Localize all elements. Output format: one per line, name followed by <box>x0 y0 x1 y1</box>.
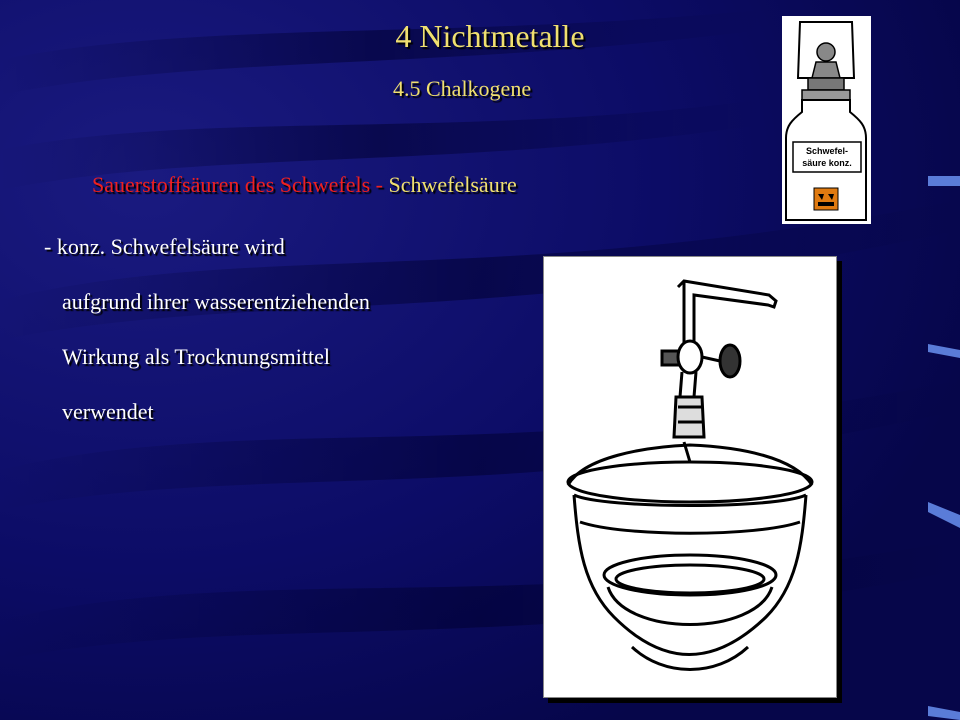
heading-part-yellow: Schwefelsäure <box>388 172 517 197</box>
heading-part-red: Sauerstoffsäuren des Schwefels - <box>92 172 389 197</box>
bottle-label-line-2: säure konz. <box>802 158 852 168</box>
corrosive-hazard-icon <box>814 188 838 210</box>
body-line-4: verwendet <box>62 399 154 424</box>
desiccator-drawing <box>544 257 836 697</box>
body-line-2: aufgrund ihrer wasserentziehenden <box>62 289 370 314</box>
slide-subtitle: 4.5 Chalkogene <box>393 76 532 101</box>
bottle-drawing <box>782 16 871 224</box>
slide-title: 4 Nichtmetalle <box>395 18 585 54</box>
section-heading <box>92 172 517 198</box>
body-line-3: Wirkung als Trocknungsmittel <box>62 344 331 369</box>
body-text <box>44 234 370 454</box>
sulfuric-acid-bottle-image <box>782 16 871 224</box>
bottle-label-line-1: Schwefel- <box>805 146 849 156</box>
desiccator-image <box>543 256 837 698</box>
body-line-1: - konz. Schwefelsäure wird <box>44 234 285 259</box>
